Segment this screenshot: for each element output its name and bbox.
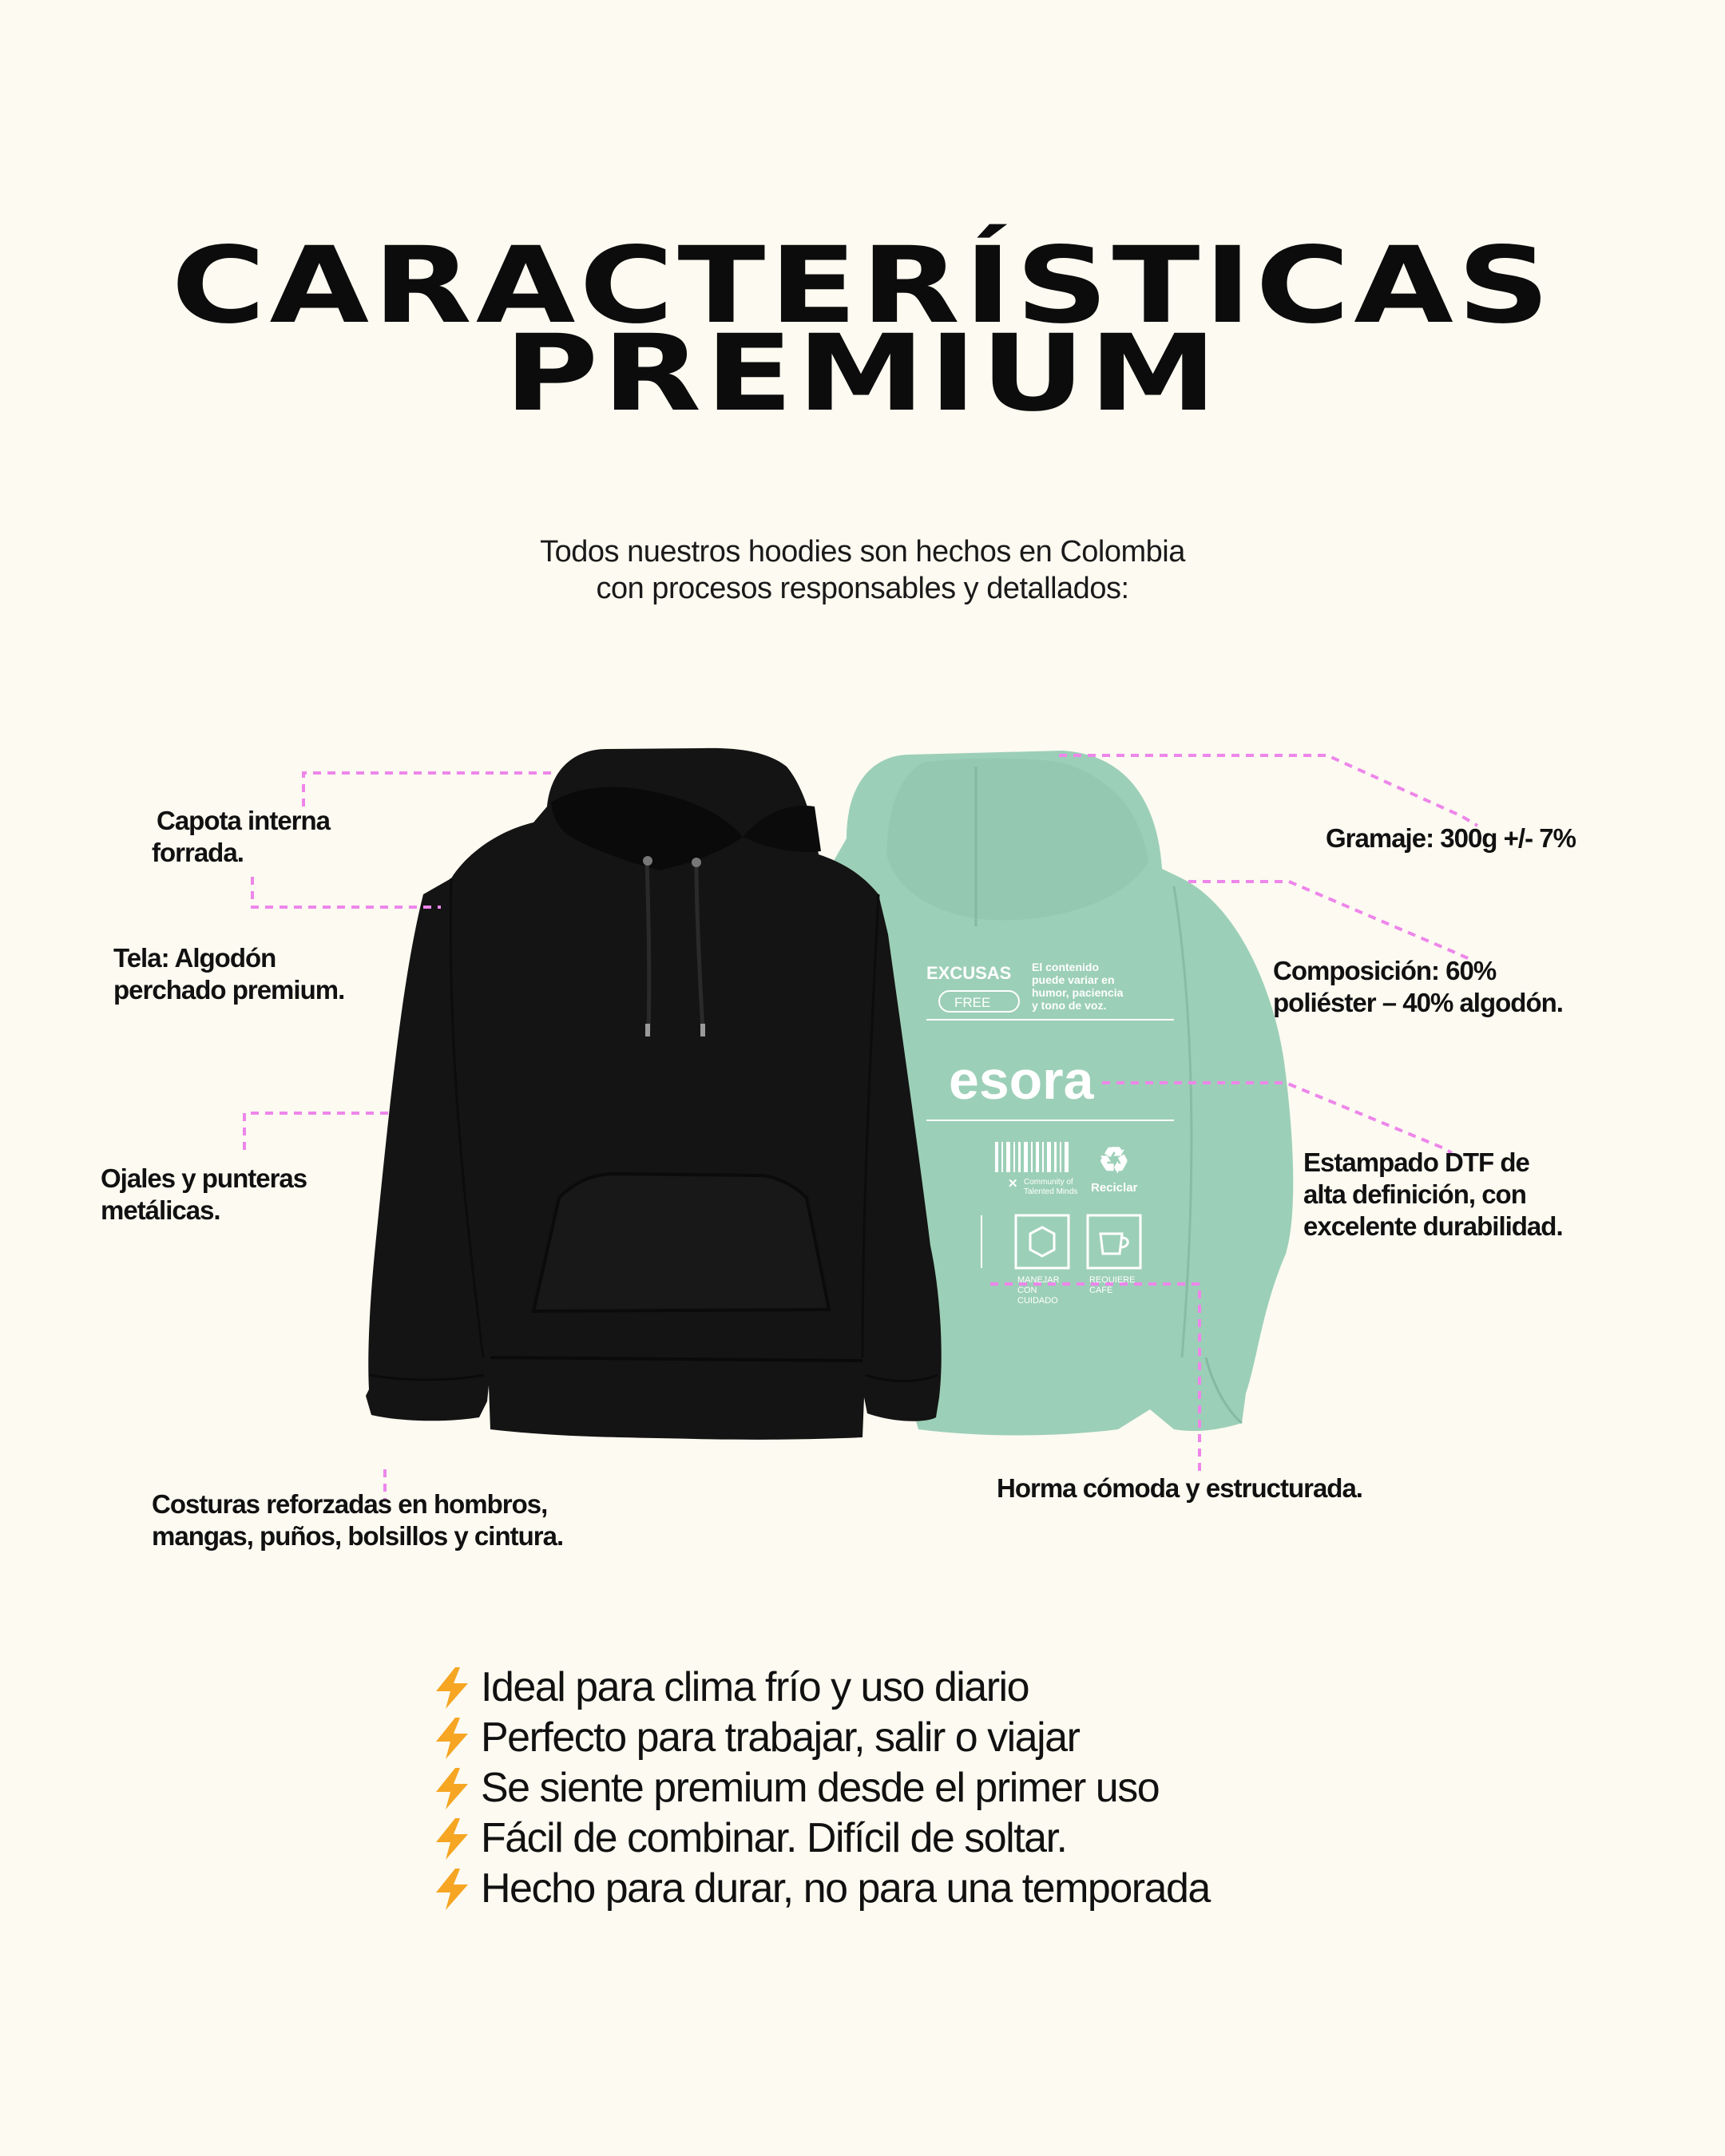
benefit-text: Ideal para clima frío y uso diario <box>481 1664 1029 1710</box>
feature-label-horma <box>997 1472 1362 1504</box>
feature-text: mangas, puños, bolsillos y cintura. <box>152 1521 564 1551</box>
list-item <box>431 1813 1210 1864</box>
lightning-bolt-icon <box>431 1716 473 1761</box>
lightning-bolt-icon <box>431 1817 473 1861</box>
print-community-1: Community of <box>1024 1178 1073 1187</box>
print-excusas: EXCUSAS <box>926 963 1012 983</box>
print-care1c: CUIDADO <box>1017 1296 1058 1306</box>
print-word: esora <box>949 1050 1094 1111</box>
print-recycle: Reciclar <box>1091 1181 1138 1195</box>
page-title-line-2: PREMIUM <box>504 312 1221 435</box>
feature-label-tela <box>113 942 344 1006</box>
print-care2b: CAFÉ <box>1089 1286 1113 1295</box>
feature-label-gramaje <box>1326 822 1576 854</box>
feature-text: Tela: Algodón <box>113 943 276 973</box>
feature-text: alta definición, con <box>1303 1179 1526 1209</box>
feature-label-ojales <box>101 1163 307 1227</box>
benefit-text: Perfecto para trabajar, salir o viajar <box>481 1714 1080 1761</box>
benefits-list <box>431 1663 1210 1914</box>
lightning-bolt-icon <box>431 1766 473 1811</box>
benefit-text: Se siente premium desde el primer uso <box>481 1765 1160 1811</box>
list-item <box>431 1763 1210 1813</box>
print-care2: REQUIERE <box>1089 1275 1136 1285</box>
feature-text: excelente durabilidad. <box>1303 1211 1563 1241</box>
recycle-icon: ♻ <box>1098 1141 1130 1180</box>
benefit-text: Fácil de combinar. Difícil de soltar. <box>481 1815 1067 1861</box>
feature-text: Gramaje: 300g +/- 7% <box>1326 823 1576 853</box>
feature-label-costuras <box>152 1488 563 1552</box>
feature-text: Estampado DTF de <box>1303 1147 1529 1177</box>
list-item <box>431 1663 1210 1713</box>
feature-text: Horma cómoda y estructurada. <box>997 1473 1362 1503</box>
subtitle-line-2: con procesos responsables y detallados: <box>596 572 1129 605</box>
page-title-line-1: CARACTERÍSTICAS <box>171 224 1554 347</box>
svg-text:✕: ✕ <box>1008 1177 1018 1191</box>
feature-text: Ojales y punteras <box>101 1163 307 1193</box>
feature-text: poliéster – 40% algodón. <box>1273 988 1563 1017</box>
feature-text: metálicas. <box>101 1195 220 1225</box>
lightning-bolt-icon <box>431 1666 473 1710</box>
print-note-2: puede variar en <box>1032 973 1115 986</box>
print-note-4: y tono de voz. <box>1032 999 1107 1012</box>
list-item <box>431 1864 1210 1914</box>
feature-label-estampado <box>1303 1147 1563 1242</box>
feature-label-capota <box>152 805 331 869</box>
feature-text: forrada. <box>152 838 244 867</box>
print-community-2: Talented Minds <box>1024 1187 1078 1196</box>
print-care1: MANEJAR <box>1017 1275 1060 1285</box>
print-free: FREE <box>954 995 991 1010</box>
feature-text: Composición: 60% <box>1273 956 1497 985</box>
feature-text: Costuras reforzadas en hombros, <box>152 1489 548 1519</box>
print-care1b: CON <box>1017 1286 1037 1295</box>
lightning-bolt-icon <box>431 1867 473 1912</box>
print-note-3: humor, paciencia <box>1032 986 1124 999</box>
feature-text: perchado premium. <box>113 975 345 1005</box>
list-item <box>431 1713 1210 1763</box>
feature-label-composicion <box>1273 955 1563 1019</box>
print-note-1: El contenido <box>1032 961 1099 973</box>
benefit-text: Hecho para durar, no para una temporada <box>481 1865 1210 1912</box>
feature-text: Capota interna <box>157 806 331 835</box>
subtitle-line-1: Todos nuestros hoodies son hechos en Colombia <box>540 535 1185 569</box>
